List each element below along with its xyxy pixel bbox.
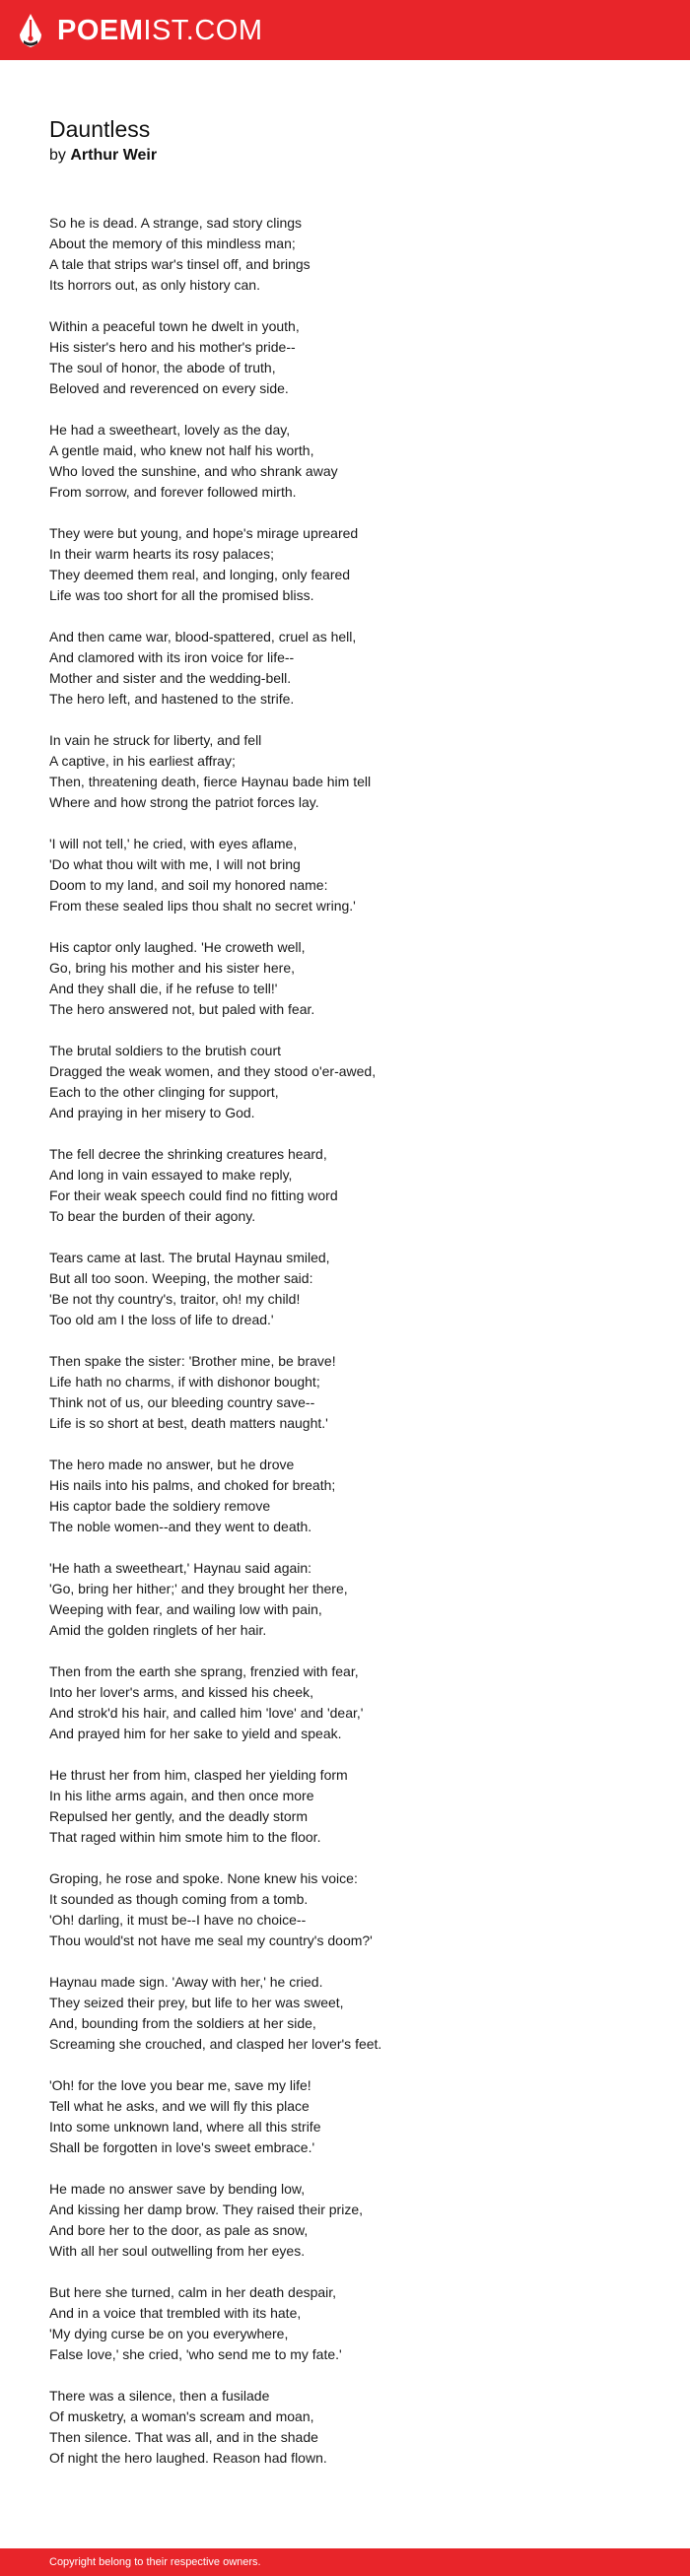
poem-line: Life was too short for all the promised bliss. bbox=[49, 587, 314, 603]
poem-line: 'Be not thy country's, traitor, oh! my child! bbox=[49, 1291, 301, 1307]
poem-stanza bbox=[49, 1868, 641, 1951]
poem-line: Doom to my land, and soil my honored name: bbox=[49, 877, 328, 893]
poem-stanza bbox=[49, 2282, 641, 2365]
poem-line: In their warm hearts its rosy palaces; bbox=[49, 546, 274, 562]
poem-line: About the memory of this mindless man; bbox=[49, 236, 296, 251]
poem-line: Go, bring his mother and his sister here, bbox=[49, 960, 296, 976]
poem-stanza bbox=[49, 523, 641, 606]
poem-title: Dauntless bbox=[49, 116, 151, 142]
poem-line: Think not of us, our bleeding country save-- bbox=[49, 1394, 315, 1410]
poem-stanza bbox=[49, 627, 641, 710]
site-name bbox=[57, 14, 263, 47]
poem-stanza bbox=[49, 1041, 641, 1123]
poem-line: Into some unknown land, where all this strife bbox=[49, 2119, 321, 2135]
poem-line: The hero left, and hastened to the strife. bbox=[49, 691, 295, 707]
poem-line: 'He hath a sweetheart,' Haynau said again: bbox=[49, 1560, 312, 1576]
poem-line: They deemed them real, and longing, only feared bbox=[49, 567, 351, 582]
poem-stanza bbox=[49, 316, 641, 399]
byline-prefix: by bbox=[49, 147, 66, 164]
poem-stanza bbox=[49, 1455, 641, 1537]
poem-line: A gentle maid, who knew not half his worth, bbox=[49, 442, 314, 458]
site-logo[interactable] bbox=[18, 14, 263, 47]
poem-line: Haynau made sign. 'Away with her,' he cried. bbox=[49, 1974, 323, 1990]
poem-line: Beloved and reverenced on every side. bbox=[49, 380, 289, 396]
poem-line: And then came war, blood-spattered, cruel as hell, bbox=[49, 629, 357, 644]
poem-line: His captor only laughed. 'He croweth well, bbox=[49, 939, 306, 955]
poem-line: In his lithe arms again, and then once more bbox=[49, 1788, 314, 1803]
poem-line: To bear the burden of their agony. bbox=[49, 1208, 256, 1224]
site-name-bold: POEM bbox=[57, 15, 144, 46]
poem-line: His captor bade the soldiery remove bbox=[49, 1498, 271, 1514]
poem-line: The noble women--and they went to death. bbox=[49, 1519, 312, 1534]
poem-line: The soul of honor, the abode of truth, bbox=[49, 360, 276, 375]
top-bar bbox=[0, 0, 690, 60]
poem-line: From these sealed lips thou shalt no secret wring.' bbox=[49, 898, 356, 914]
poem-line: 'I will not tell,' he cried, with eyes aflame, bbox=[49, 836, 298, 851]
poem-stanza bbox=[49, 834, 641, 916]
poem-line: Where and how strong the patriot forces lay. bbox=[49, 794, 319, 810]
poem-line: 'Oh! for the love you bear me, save my life! bbox=[49, 2077, 311, 2093]
poem-stanza bbox=[49, 2386, 641, 2469]
poem-line: Then spake the sister: 'Brother mine, be brave! bbox=[49, 1353, 336, 1369]
poem-line: 'My dying curse be on you everywhere, bbox=[49, 2326, 289, 2341]
poem-line: 'Do what thou wilt with me, I will not bring bbox=[49, 856, 301, 872]
poem-line: And kissing her damp brow. They raised their prize, bbox=[49, 2202, 364, 2217]
poem-line: And strok'd his hair, and called him 'love' and 'dear,' bbox=[49, 1705, 364, 1721]
site-name-light: IST.COM bbox=[143, 15, 263, 46]
poem-line: That raged within him smote him to the floor. bbox=[49, 1829, 321, 1845]
footer-bar bbox=[0, 2548, 690, 2576]
poem-line: Within a peaceful town he dwelt in youth, bbox=[49, 318, 300, 334]
poem-line: And long in vain essayed to make reply, bbox=[49, 1167, 293, 1183]
poem-line: His nails into his palms, and choked for breath; bbox=[49, 1477, 336, 1493]
poem-line: He thrust her from him, clasped her yielding form bbox=[49, 1767, 348, 1783]
poem-line: He made no answer save by bending low, bbox=[49, 2181, 306, 2197]
poem-line: Too old am I the loss of life to dread.' bbox=[49, 1312, 274, 1327]
poem-line: And in a voice that trembled with its hate, bbox=[49, 2305, 302, 2321]
poem-line: So he is dead. A strange, sad story clings bbox=[49, 215, 303, 231]
copyright-text: Copyright belong to their respective owners. bbox=[49, 2556, 261, 2568]
poem-line: In vain he struck for liberty, and fell bbox=[49, 732, 262, 748]
poem-line: And praying in her misery to God. bbox=[49, 1105, 255, 1120]
poem-line: Of night the hero laughed. Reason had flown. bbox=[49, 2450, 327, 2466]
poem-stanza bbox=[49, 1558, 641, 1641]
poem-stanza bbox=[49, 1248, 641, 1330]
poem-line: For their weak speech could find no fitting word bbox=[49, 1187, 338, 1203]
poem-stanza bbox=[49, 2179, 641, 2262]
poem-line: Shall be forgotten in love's sweet embrace.' bbox=[49, 2139, 315, 2155]
poem-line: And, bounding from the soldiers at her side, bbox=[49, 2015, 316, 2031]
poem-stanza bbox=[49, 1661, 641, 1744]
poem-line: Mother and sister and the wedding-bell. bbox=[49, 670, 292, 686]
poem-line: It sounded as though coming from a tomb. bbox=[49, 1891, 309, 1907]
poem-line: Then from the earth she sprang, frenzied with fear, bbox=[49, 1663, 359, 1679]
poem-stanza bbox=[49, 937, 641, 1020]
poem-line: False love,' she cried, 'who send me to my fate.' bbox=[49, 2346, 342, 2362]
poem-line: Into her lover's arms, and kissed his cheek, bbox=[49, 1684, 314, 1700]
poem-line: And clamored with its iron voice for life-- bbox=[49, 649, 295, 665]
poem-stanza bbox=[49, 2075, 641, 2158]
poem-line: Who loved the sunshine, and who shrank away bbox=[49, 463, 338, 479]
poem-line: And prayed him for her sake to yield and speak. bbox=[49, 1726, 342, 1741]
poem-line: Its horrors out, as only history can. bbox=[49, 277, 260, 293]
poem-line: A tale that strips war's tinsel off, and brings bbox=[49, 256, 310, 272]
poem-line: Groping, he rose and spoke. None knew his voice: bbox=[49, 1870, 358, 1886]
pen-nib-icon bbox=[18, 14, 43, 47]
poem-stanza bbox=[49, 1972, 641, 2055]
poem-line: He had a sweetheart, lovely as the day, bbox=[49, 422, 291, 438]
poem-line: A captive, in his earliest affray; bbox=[49, 753, 236, 769]
poem-line: Of musketry, a woman's scream and moan, bbox=[49, 2408, 314, 2424]
poem-line: Dragged the weak women, and they stood o'er-awed, bbox=[49, 1063, 377, 1079]
poem-line: With all her soul outwelling from her eyes. bbox=[49, 2243, 306, 2259]
poem-line: The brutal soldiers to the brutish court bbox=[49, 1043, 282, 1058]
poem-line: They were but young, and hope's mirage upreared bbox=[49, 525, 359, 541]
poem-line: From sorrow, and forever followed mirth. bbox=[49, 484, 297, 500]
poem-stanza bbox=[49, 1765, 641, 1848]
poem-line: But here she turned, calm in her death despair, bbox=[49, 2284, 337, 2300]
poem-line: Tell what he asks, and we will fly this place bbox=[49, 2098, 310, 2114]
poem-line: There was a silence, then a fusilade bbox=[49, 2388, 270, 2404]
poem-stanza bbox=[49, 420, 641, 503]
poem-line: And bore her to the door, as pale as snow, bbox=[49, 2222, 309, 2238]
poem-line: Amid the golden ringlets of her hair. bbox=[49, 1622, 267, 1638]
poem-line: 'Oh! darling, it must be--I have no choice-- bbox=[49, 1912, 307, 1928]
poem-line: Then, threatening death, fierce Haynau bade him tell bbox=[49, 774, 372, 789]
poem-line: And they shall die, if he refuse to tell!' bbox=[49, 981, 278, 996]
poem-stanza bbox=[49, 213, 641, 296]
poem-line: But all too soon. Weeping, the mother said: bbox=[49, 1270, 313, 1286]
poem-line: His sister's hero and his mother's pride-- bbox=[49, 339, 296, 355]
poem-stanza bbox=[49, 1144, 641, 1227]
poem-line: The hero answered not, but paled with fear. bbox=[49, 1001, 315, 1017]
poem-line: Life is so short at best, death matters naught.' bbox=[49, 1415, 328, 1431]
author-link[interactable]: Arthur Weir bbox=[70, 147, 158, 164]
poem-body bbox=[49, 213, 641, 2489]
poem-line: Weeping with fear, and wailing low with pain, bbox=[49, 1601, 322, 1617]
poem-line: 'Go, bring her hither;' and they brought her there, bbox=[49, 1581, 348, 1596]
poem-line: Then silence. That was all, and in the shade bbox=[49, 2429, 318, 2445]
poem-line: Thou would'st not have me seal my country's doom?' bbox=[49, 1932, 373, 1948]
poem-line: Tears came at last. The brutal Haynau smiled, bbox=[49, 1250, 330, 1265]
byline bbox=[49, 145, 157, 167]
poem-line: The fell decree the shrinking creatures heard, bbox=[49, 1146, 327, 1162]
poem-line: They seized their prey, but life to her was sweet, bbox=[49, 1995, 344, 2010]
poem-line: The hero made no answer, but he drove bbox=[49, 1457, 295, 1472]
poem-line: Each to the other clinging for support, bbox=[49, 1084, 279, 1100]
poem-stanza bbox=[49, 730, 641, 813]
poem-stanza bbox=[49, 1351, 641, 1434]
poem-line: Screaming she crouched, and clasped her lover's feet. bbox=[49, 2036, 382, 2052]
poem-line: Repulsed her gently, and the deadly storm bbox=[49, 1808, 309, 1824]
poem-line: Life hath no charms, if with dishonor bought; bbox=[49, 1374, 320, 1390]
